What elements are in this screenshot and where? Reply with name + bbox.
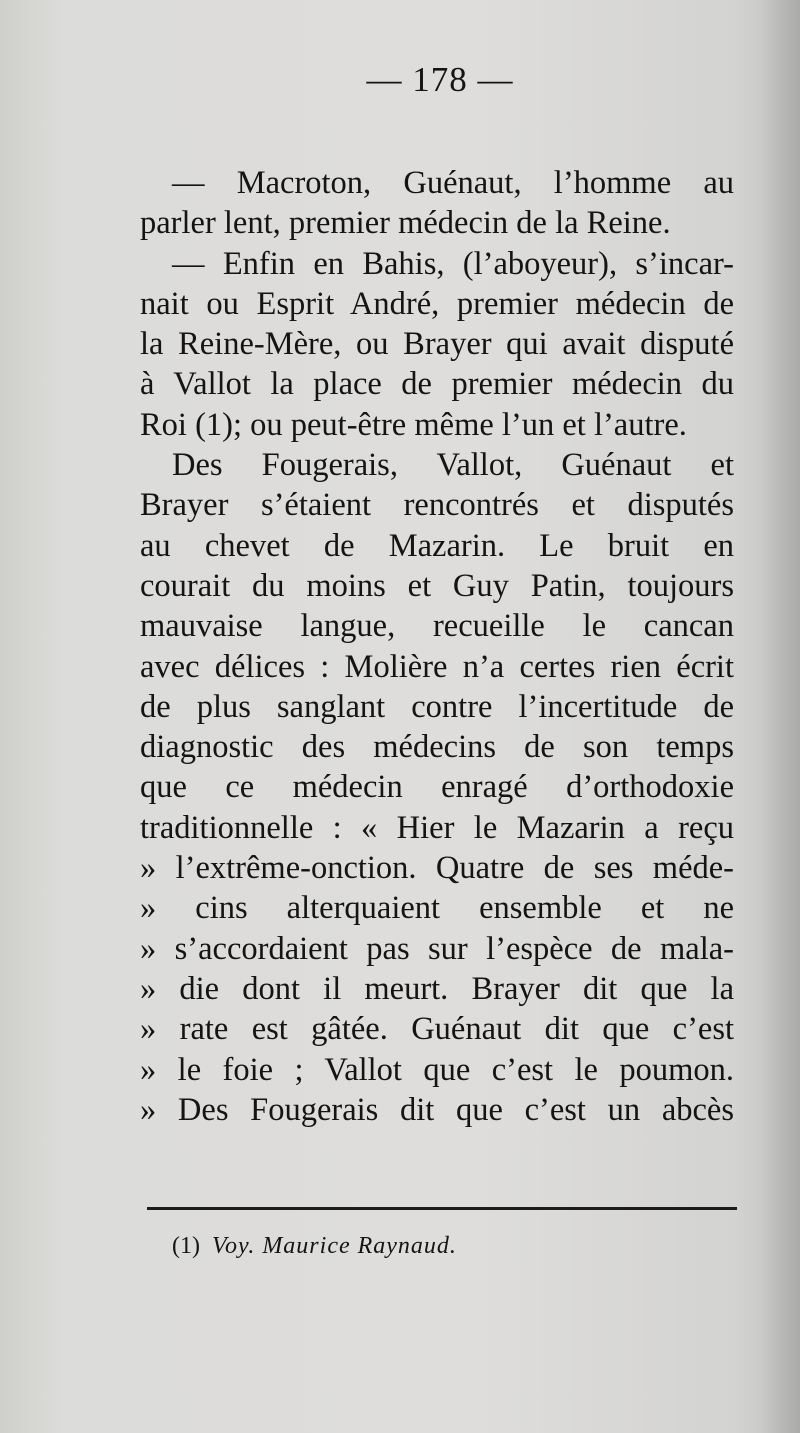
text-line: à Vallot la place de premier médecin du (140, 366, 734, 403)
text-line: » l’extrême-onction. Quatre de ses méde- (140, 850, 734, 887)
text-line: Des Fougerais, Vallot, Guénaut et (172, 447, 734, 484)
footnote-text: Voy. Maurice Raynaud. (211, 1233, 457, 1259)
text-line: » le foie ; Vallot que c’est le poumon. (140, 1051, 734, 1088)
text-line: traditionnelle : « Hier le Mazarin a reçu (140, 809, 734, 846)
text-line: » die dont il meurt. Brayer dit que la (140, 970, 734, 1007)
footnote-divider (147, 1207, 737, 1210)
text-line: Brayer s’étaient rencontrés et disputés (140, 487, 734, 524)
text-line: » cins alterquaient ensemble et ne (140, 890, 734, 927)
text-line: la Reine-Mère, ou Brayer qui avait disputé (140, 326, 734, 363)
text-line: — Macroton, Guénaut, l’homme au (172, 165, 734, 201)
text-line: avec délices : Molière n’a certes rien écrit (140, 648, 734, 685)
text-line: de plus sanglant contre l’incertitude de (140, 688, 734, 725)
text-line: » s’accordaient pas sur l’espèce de mala- (140, 930, 734, 967)
text-line: » rate est gâtée. Guénaut dit que c’est (140, 1011, 734, 1048)
text-line: nait ou Esprit André, premier médecin de (140, 285, 734, 322)
text-line: » Des Fougerais dit que c’est un abcès (140, 1091, 734, 1128)
text-line: diagnostic des médecins de son temps (140, 729, 734, 766)
text-line: Roi (1); ou peut-être même l’un et l’autre. (140, 406, 687, 443)
footnote (172, 1233, 457, 1260)
footnote-marker: (1) (172, 1233, 200, 1259)
body-text (140, 163, 734, 1130)
page-edge-shadow (760, 0, 800, 1433)
text-line: au chevet de Mazarin. Le bruit en (140, 527, 734, 564)
text-line: mauvaise langue, recueille le cancan (140, 608, 734, 645)
text-line: parler lent, premier médecin de la Reine. (140, 205, 671, 242)
text-line: — Enfin en Bahis, (l’aboyeur), s’incar- (172, 245, 734, 282)
text-line: courait du moins et Guy Patin, toujours (140, 567, 734, 604)
page-number: — 178 — (366, 60, 514, 99)
text-line: que ce médecin enragé d’orthodoxie (140, 769, 734, 806)
